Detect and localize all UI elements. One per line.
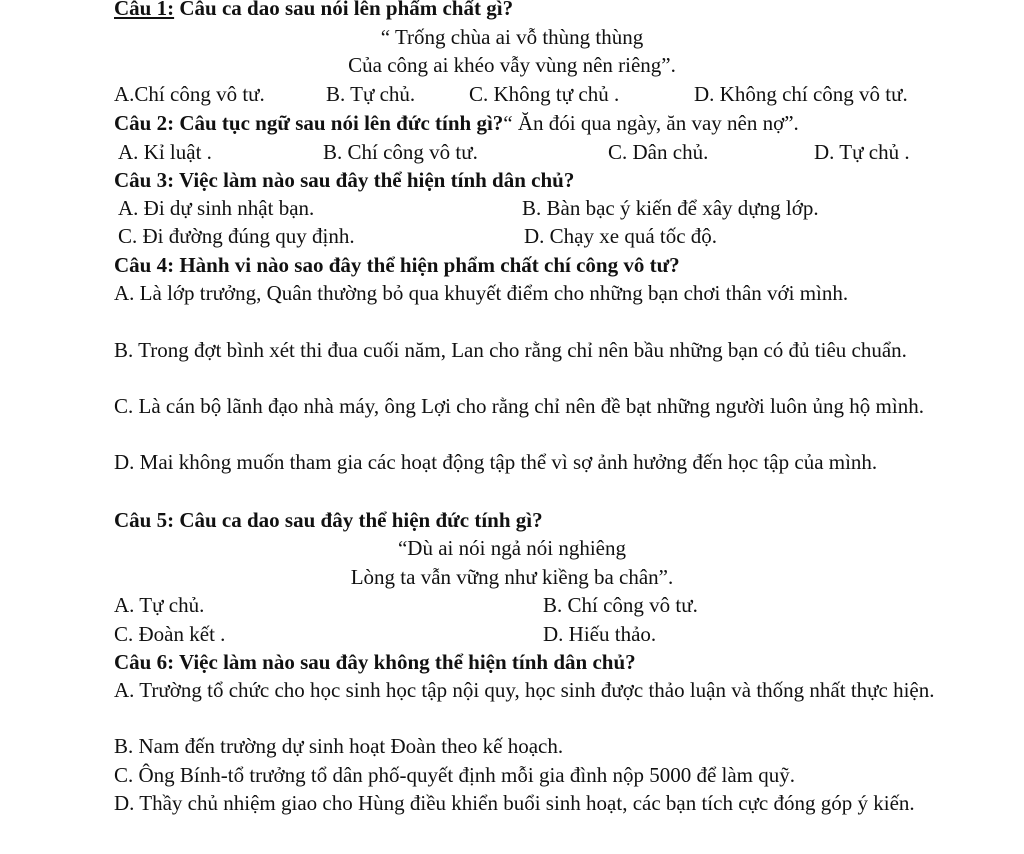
- question-1-verse-1: “ Trống chùa ai vỗ thùng thùng: [380, 25, 644, 49]
- question-6-option-b: B. Nam đến trường dự sinh hoạt Đoàn theo kế hoạch.: [114, 734, 564, 758]
- question-1-option-b: B. Tự chủ.: [326, 82, 416, 106]
- question-3-option-d: D. Chạy xe quá tốc độ.: [524, 224, 718, 248]
- question-3-option-b: B. Bàn bạc ý kiến để xây dựng lớp.: [522, 196, 819, 220]
- question-6-option-c: C. Ông Bính-tổ trưởng tổ dân phố-quyết định mỗi gia đình nộp 5000 để làm quỹ.: [114, 763, 796, 787]
- question-6-title: Câu 6: Việc làm nào sau đây không thể hiện tính dân chủ?: [114, 650, 636, 674]
- question-1-option-c: C. Không tự chủ .: [469, 82, 620, 106]
- question-2-option-d: D. Tự chủ .: [814, 140, 910, 164]
- question-5-option-a: A. Tự chủ.: [114, 593, 205, 617]
- question-1-title: [114, 0, 513, 22]
- question-4-option-c: C. Là cán bộ lãnh đạo nhà máy, ông Lợi cho rằng chỉ nên đề bạt những người luôn ủng hộ mình.: [114, 394, 924, 418]
- question-6-option-d: D. Thầy chủ nhiệm giao cho Hùng điều khiển buổi sinh hoạt, các bạn tích cực đóng góp ý kiến.: [114, 791, 915, 815]
- question-1-option-d: D. Không chí công vô tư.: [694, 82, 908, 106]
- question-3-option-c: C. Đi đường đúng quy định.: [118, 224, 355, 248]
- question-2-quote: “ Ăn đói qua ngày, ăn vay nên nợ”.: [503, 111, 799, 135]
- question-5-verse-1: “Dù ai nói ngả nói nghiêng: [397, 536, 627, 560]
- question-2-title: [114, 109, 799, 137]
- question-1-number: Câu 1:: [114, 0, 175, 20]
- question-5-option-c: C. Đoàn kết .: [114, 622, 226, 646]
- question-5-option-b: B. Chí công vô tư.: [543, 593, 698, 617]
- question-4-option-a: A. Là lớp trưởng, Quân thường bỏ qua khuyết điểm cho những bạn chơi thân với mình.: [114, 281, 849, 305]
- question-4-option-d: D. Mai không muốn tham gia các hoạt động tập thể vì sợ ảnh hưởng đến học tập của mình.: [114, 450, 878, 474]
- question-2-prompt: Câu 2: Câu tục ngữ sau nói lên đức tính gì?: [114, 111, 504, 135]
- question-6-option-a: A. Trường tổ chức cho học sinh học tập nội quy, học sinh được thảo luận và thống nhất thực hiện.: [114, 678, 935, 702]
- question-4-option-b: B. Trong đợt bình xét thi đua cuối năm, Lan cho rằng chỉ nên bầu những bạn có đủ tiêu chuẩn.: [114, 338, 907, 362]
- question-1-text: Câu ca dao sau nói lên phẩm chất gì?: [174, 0, 514, 20]
- question-3-title: Câu 3: Việc làm nào sau đây thể hiện tính dân chủ?: [114, 168, 575, 192]
- question-5-verse-2: Lòng ta vẫn vững như kiềng ba chân”.: [350, 565, 674, 589]
- question-2-option-c: C. Dân chủ.: [608, 140, 709, 164]
- question-1-verse-2: Của công ai khéo vẫy vùng nên riêng”.: [348, 53, 676, 77]
- question-5-title: Câu 5: Câu ca dao sau đây thể hiện đức tính gì?: [114, 508, 543, 532]
- question-4-title: Câu 4: Hành vi nào sao đây thể hiện phẩm chất chí công vô tư?: [114, 253, 680, 277]
- question-1-option-a: A.Chí công vô tư.: [114, 82, 265, 106]
- question-2-option-b: B. Chí công vô tư.: [323, 140, 478, 164]
- question-3-option-a: A. Đi dự sinh nhật bạn.: [118, 196, 315, 220]
- question-5-option-d: D. Hiếu thảo.: [543, 622, 657, 646]
- question-2-option-a: A. Kỉ luật .: [118, 140, 212, 164]
